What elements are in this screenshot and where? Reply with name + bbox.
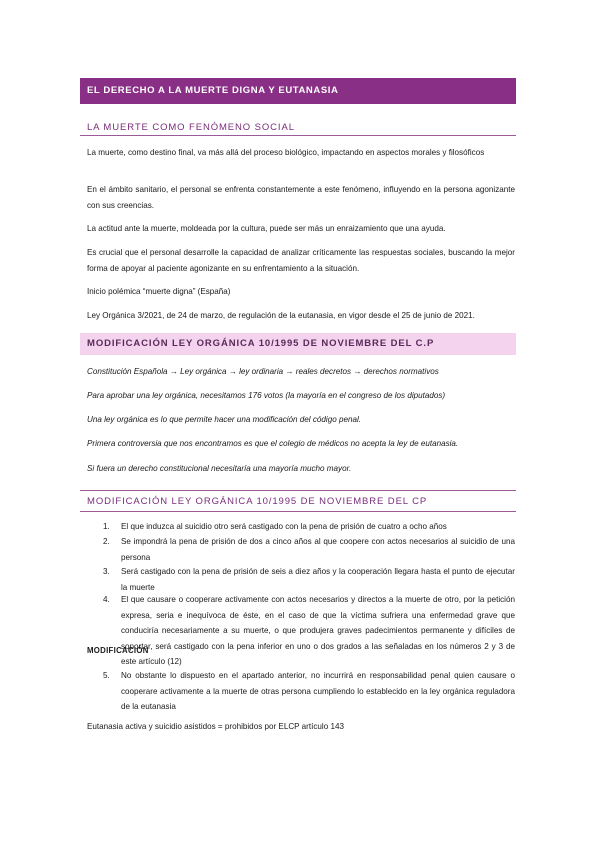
document-title: EL DERECHO A LA MUERTE DIGNA Y EUTANASIA (80, 78, 516, 104)
paragraph: La muerte, como destino final, va más allá del proceso biológico, impactando en aspectos morales y filosóficos (87, 148, 485, 157)
paragraph-italic: Constitución Española → Ley orgánica → ley ordinaria → reales decretos → derechos normativos (87, 367, 439, 376)
paragraph: Es crucial que el personal desarrolle la capacidad de analizar críticamente las respuestas sociales, buscando la mejor forma de apoyar al paciente agonizante en su enfrentamiento a la situación. (87, 248, 515, 273)
list-item-number: 4. (103, 595, 110, 604)
list-item-text: El que induzca al suicidio otro será castigado con la pena de prisión de cuatro a ocho años (121, 522, 447, 531)
list-item-text: Será castigado con la pena de prisión de seis a diez años y la cooperación llegara hasta el punto de ejecutar la muerte (121, 567, 515, 592)
paragraph-italic: Si fuera un derecho constitucional necesitaría una mayoría mucho mayor. (87, 464, 352, 473)
paragraph: Inicio polémica “muerte digna” (España) (87, 287, 231, 296)
paragraph-italic: Una ley orgánica es lo que permite hacer una modificación del código penal. (87, 415, 362, 424)
paragraph-italic: Primera controversia que nos encontramos es que el colegio de médicos no acepta la ley de eutanasia. (87, 439, 459, 448)
section-heading-modificacion-cp: MODIFICACIÓN LEY ORGÁNICA 10/1995 DE NOVIEMBRE DEL CP (80, 490, 516, 512)
list-item (103, 564, 515, 595)
paragraph: En el ámbito sanitario, el personal se enfrenta constantemente a este fenómeno, influyendo en la persona agonizante con sus creencias. (87, 185, 515, 210)
section-heading-muerte-social: LA MUERTE COMO FENÓMENO SOCIAL (80, 120, 516, 136)
list-item-number: 2. (103, 537, 110, 546)
list-item (103, 592, 515, 670)
paragraph: Ley Orgánica 3/2021, de 24 de marzo, de regulación de la eutanasia, en vigor desde el 25 de junio de 2021. (87, 311, 475, 320)
paragraph: La actitud ante la muerte, moldeada por la cultura, puede ser más un enraizamiento que una ayuda. (87, 224, 446, 233)
list-item (103, 519, 515, 535)
section-heading-modificacion-cp-band: MODIFICACIÓN LEY ORGÁNICA 10/1995 DE NOVIEMBRE DEL C.P (80, 333, 516, 355)
paragraph-italic: Para aprobar una ley orgánica, necesitamos 176 votos (la mayoría en el congreso de los diputados) (87, 391, 446, 400)
list-item-text: El que causare o cooperare activamente con actos necesarios y directos a la muerte de otro, por la petición expresa, seria e inequívoca de éste, en el caso de que la víctima sufriera una enfermedad grave que conduciría necesariamente a su muerte, o que produjera graves padecimientos permanente y difíciles de soportar, será castigado con la pena inferior en uno o dos grados a las señaladas en los números 2 y 3 de este artículo (12) (121, 595, 515, 666)
list-item-number: 3. (103, 567, 110, 576)
list-item (103, 534, 515, 565)
footer-note: Eutanasia activa y suicidio asistidos = prohibidos por ELCP artículo 143 (87, 722, 344, 731)
subheading-modificacion: MODIFICACIÓN (87, 646, 149, 655)
list-item-number: 5. (103, 671, 110, 680)
list-item-text: Se impondrá la pena de prisión de dos a cinco años al que coopere con actos necesarios al suicidio de una persona (121, 537, 515, 562)
list-item (103, 668, 515, 715)
list-item-text: No obstante lo dispuesto en el apartado anterior, no incurrirá en responsabilidad penal quien causare o cooperare activamente a la muerte de otras persona cumpliendo lo establecido en la ley orgánica reguladora de la eutanasia (121, 671, 515, 711)
list-item-number: 1. (103, 522, 110, 531)
